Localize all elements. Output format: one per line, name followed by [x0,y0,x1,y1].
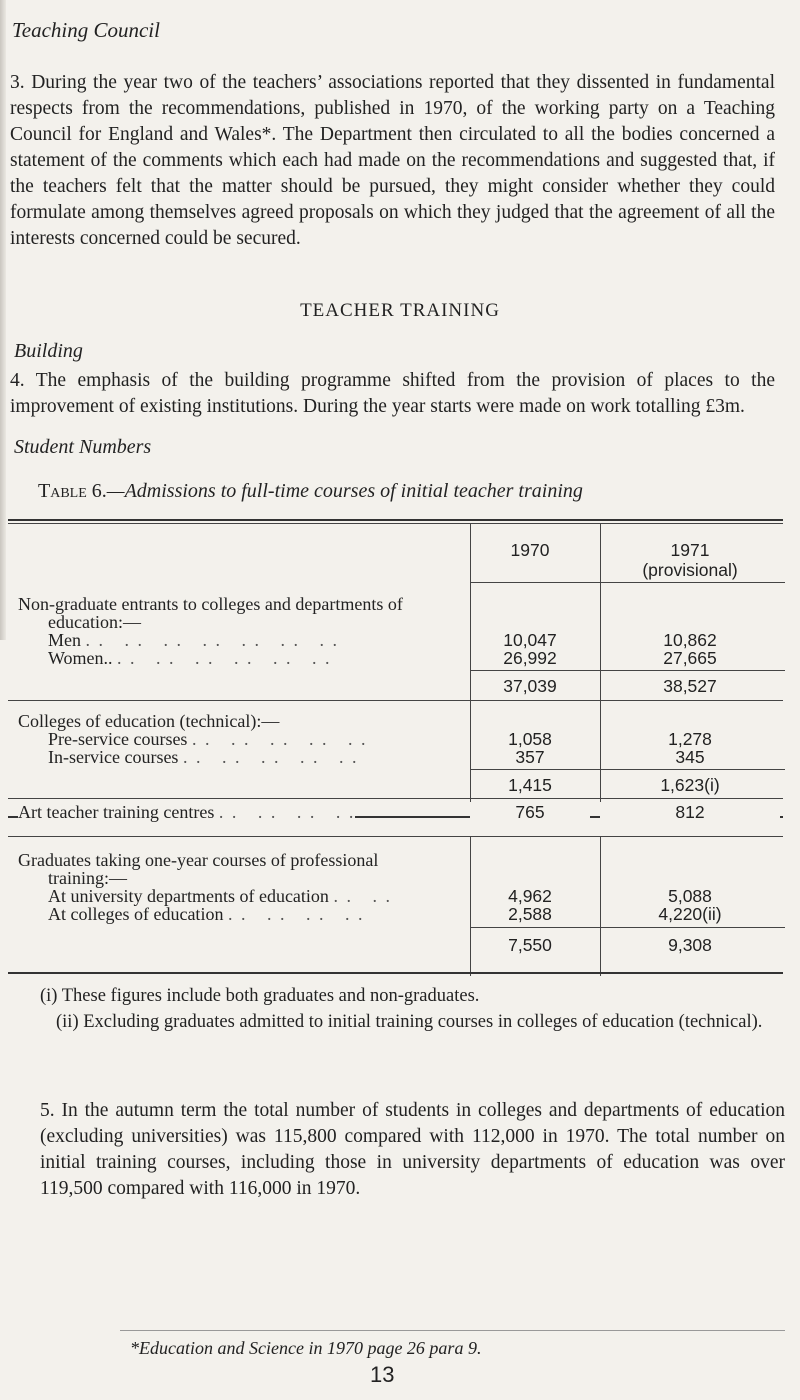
row-label-men: Men . . . . . . . . . . . . . . [48,630,339,650]
total3-1971: 9,308 [668,935,712,955]
university-1970: 4,962 [508,886,552,906]
section-heading-teaching-council: Teaching Council [12,18,160,42]
university-1971: 5,088 [668,886,712,906]
row-label-women: Women.. . . . . . . . . . . . . [48,648,332,668]
art-1970: 765 [470,802,590,822]
header-rule [470,582,785,583]
subtotal3-rule [470,927,785,928]
paragraph-5: 5. In the autumn term the total number of students in colleges and departments of education (excluding universities) was 115,800 compared with 112,000 in 1970. The total number on initial training courses, including those in university departments of education was over 119,500 compared with 116,000 in 1970. [40,1100,785,1199]
preservice-1970: 1,058 [508,729,552,749]
subtotal2-rule [470,769,785,770]
group3-label: Graduates taking one-year courses of professional [18,850,379,870]
women-1971: 27,665 [663,648,717,668]
men-1971: 10,862 [663,630,717,650]
row-label-university: At university departments of education . . . . [48,886,392,906]
col-header-1970: 1970 [510,540,550,560]
paragraph-3: 3. During the year two of the teachers’ associations reported that they dissented in fundamental respects from the recommendations, published in 1970, of the working party on a Teaching Council for England and Wales*. The Department then circulated to all the bodies concerned a statement of the comments which each had made on the recommendations and suggested that, if the teachers felt that the matter should be pursued, they might consider whether they could formulate among themselves agreed proposals on which they judged that the agreement of all the interests concerned could be secured. [10,72,775,249]
total2-1971: 1,623(i) [660,775,720,795]
table-col-divider-1 [470,524,471,818]
total1-1970: 37,039 [503,676,557,696]
inservice-1970: 357 [515,747,545,767]
group1-label: Non-graduate entrants to colleges and departments of [18,594,403,614]
table-title-rest: —Admissions to full-time courses of initial teacher training [106,480,583,502]
col-header-1971-sub: (provisional) [642,560,738,580]
footnote-rule [120,1330,785,1331]
preservice-1971: 1,278 [668,729,712,749]
group1-label-2: education:— [48,612,141,632]
group2-label: Colleges of education (technical):— [18,711,280,731]
subtotal1-rule [470,670,785,671]
table-title [38,480,778,503]
table-top-rule-2 [8,523,783,524]
group1-end-rule [8,700,783,701]
page-number: 13 [370,1362,395,1387]
table-title-prefix: Table 6. [38,480,107,502]
group3-label-2: training:— [48,868,127,888]
art-end-rule [8,836,783,837]
art-1971: 812 [600,802,780,822]
inservice-1971: 345 [675,747,705,767]
table-note-i: (i) These figures include both graduates and non-graduates. [40,986,480,1006]
colleges-1970: 2,588 [508,904,552,924]
table-top-rule [8,519,783,521]
paragraph-4: 4. The emphasis of the building programme shifted from the provision of places to the improvement of existing institutions. During the year starts were made on work totalling £3m. [10,370,775,417]
total1-1971: 38,527 [663,676,717,696]
women-1970: 26,992 [503,648,557,668]
total3-1970: 7,550 [508,935,552,955]
table-final-rule [8,972,783,974]
row-label-colleges: At colleges of education . . . . . . . . [48,904,365,924]
group2-end-rule [8,798,783,799]
row-label-inservice: In-service courses . . . . . . . . . . [48,747,359,767]
section-heading-teacher-training: TEACHER TRAINING [300,300,500,321]
subheading-student-numbers: Student Numbers [14,436,152,458]
total2-1970: 1,415 [508,775,552,795]
row-label-art: Art teacher training centres . . . . . . . . [18,802,356,822]
colleges-1971: 4,220(ii) [658,904,722,924]
men-1970: 10,047 [503,630,557,650]
col-header-1971: 1971 [670,540,710,560]
table-note-ii: (ii) Excluding graduates admitted to initial training courses in colleges of education (technical). [56,1012,763,1032]
footnote: *Education and Science in 1970 page 26 para 9. [130,1338,482,1358]
row-label-preservice: Pre-service courses . . . . . . . . . . [48,729,368,749]
subheading-building: Building [14,340,83,362]
